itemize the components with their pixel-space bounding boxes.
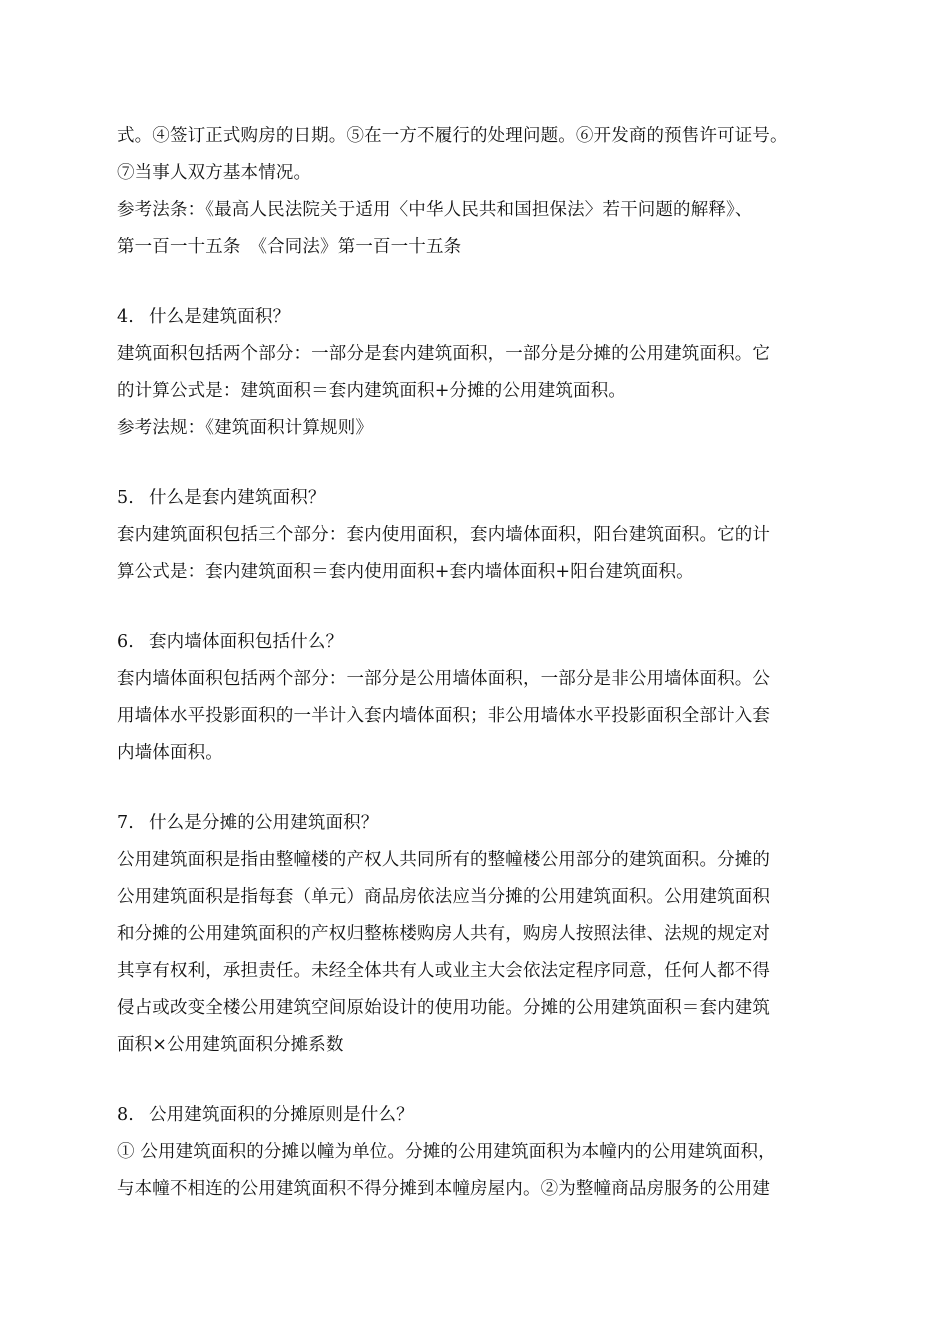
text-line: ① 公用建筑面积的分摊以幢为单位。分摊的公用建筑面积为本幢内的公用建筑面积， (117, 1142, 776, 1162)
section-number: 6. (117, 632, 134, 652)
text-line: 侵占或改变全楼公用建筑空间原始设计的使用功能。分摊的公用建筑面积＝套内建筑 (117, 998, 771, 1018)
text-line: 建筑面积包括两个部分：一部分是套内建筑面积，一部分是分摊的公用建筑面积。它 (117, 344, 771, 364)
text-line: 面积×公用建筑面积分摊系数 (117, 1035, 344, 1055)
section-heading (117, 480, 837, 517)
text-line: 套内建筑面积包括三个部分：套内使用面积，套内墙体面积，阳台建筑面积。它的计 (117, 525, 771, 545)
text-line: ⑦当事人双方基本情况。 (117, 163, 312, 183)
section-title: 什么是套内建筑面积？ (149, 488, 326, 508)
text-line: 与本幢不相连的公用建筑面积不得分摊到本幢房屋内。②为整幢商品房服务的公用建 (117, 1179, 771, 1199)
text-line: 用墙体水平投影面积的一半计入套内墙体面积；非公用墙体水平投影面积全部计入套 (117, 706, 771, 726)
text-line: 其享有权利，承担责任。未经全体共有人或业主大会依法定程序同意，任何人都不得 (117, 961, 771, 981)
section-gap (117, 447, 837, 480)
section-7 (117, 805, 837, 1064)
section-number: 8. (117, 1105, 134, 1125)
section-title: 公用建筑面积的分摊原则是什么？ (149, 1105, 414, 1125)
text-line: 和分摊的公用建筑面积的产权归整栋楼购房人共有，购房人按照法律、法规的规定对 (117, 924, 771, 944)
reference-line: 第一百一十五条 《合同法》第一百一十五条 (117, 237, 462, 257)
document-page (117, 118, 837, 1208)
section-8 (117, 1097, 837, 1208)
section-4 (117, 299, 837, 447)
section-number: 4. (117, 307, 134, 327)
reference-line: 参考法规：《建筑面积计算规则》 (117, 418, 373, 438)
section-title: 什么是建筑面积？ (149, 307, 291, 327)
section-heading (117, 805, 837, 842)
text-line: 公用建筑面积是指每套（单元）商品房依法应当分摊的公用建筑面积。公用建筑面积 (117, 887, 771, 907)
text-line: 的计算公式是：建筑面积＝套内建筑面积+分摊的公用建筑面积。 (117, 381, 627, 401)
section-gap (117, 591, 837, 624)
section-gap (117, 266, 837, 299)
text-line: 算公式是：套内建筑面积＝套内使用面积+套内墙体面积+阳台建筑面积。 (117, 562, 694, 582)
section-number: 7. (117, 813, 134, 833)
text-line: 公用建筑面积是指由整幢楼的产权人共同所有的整幢楼公用部分的建筑面积。分摊的 (117, 850, 771, 870)
section-5 (117, 480, 837, 591)
section-gap (117, 1064, 837, 1097)
section-number: 5. (117, 488, 134, 508)
text-line: 式。④签订正式购房的日期。⑤在一方不履行的处理问题。⑥开发商的预售许可证号。 (117, 126, 788, 146)
section-6 (117, 624, 837, 772)
section-heading (117, 299, 837, 336)
section-title: 套内墙体面积包括什么？ (149, 632, 344, 652)
section-heading (117, 1097, 837, 1134)
section-title: 什么是分摊的公用建筑面积？ (149, 813, 379, 833)
text-line: 套内墙体面积包括两个部分：一部分是公用墙体面积，一部分是非公用墙体面积。公 (117, 669, 771, 689)
text-line: 内墙体面积。 (117, 743, 223, 763)
section-gap (117, 772, 837, 805)
intro-block (117, 118, 837, 266)
reference-line: 参考法条：《最高人民法院关于适用〈中华人民共和国担保法〉若干问题的解释》、 (117, 200, 753, 220)
section-heading (117, 624, 837, 661)
